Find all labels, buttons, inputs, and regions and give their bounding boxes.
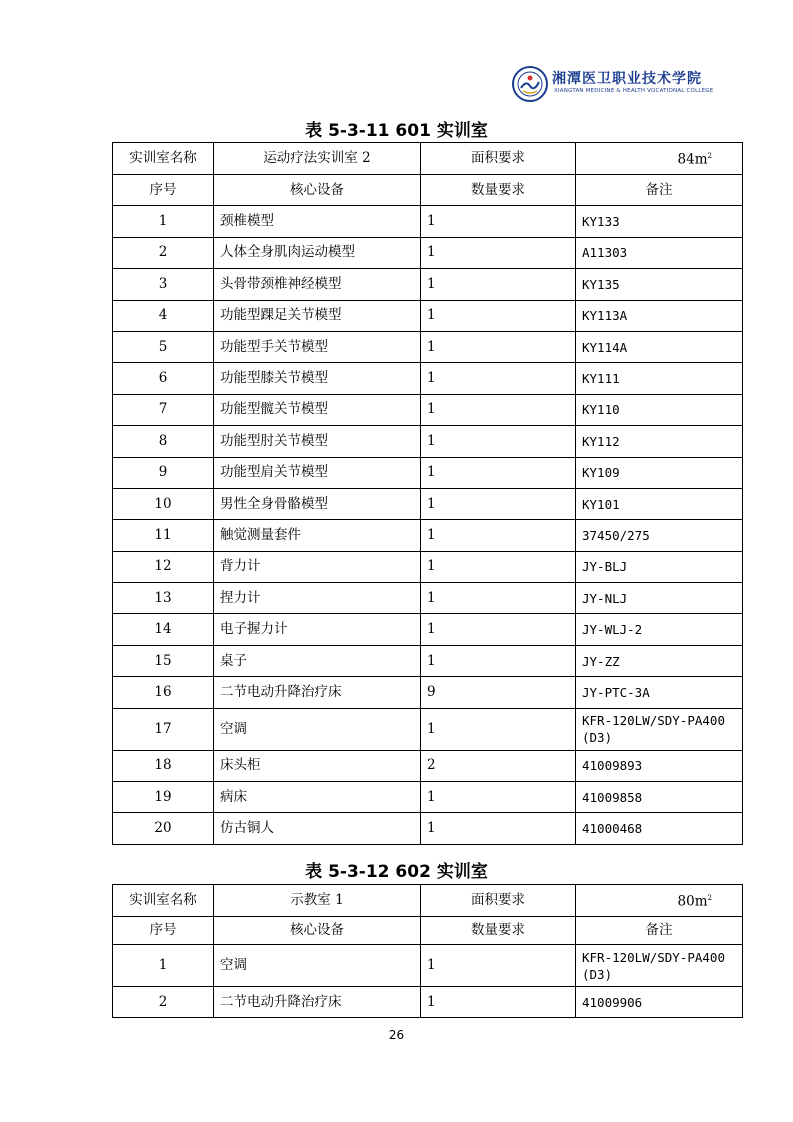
table1	[112, 142, 743, 845]
table-row	[113, 206, 743, 237]
college-logo	[512, 66, 714, 104]
row-equipment: 人体全身肌肉运动模型	[214, 237, 421, 268]
row-note: KY135	[576, 269, 743, 300]
row-equipment: 背力计	[214, 551, 421, 582]
table-row	[113, 677, 743, 708]
page-number: 26	[388, 1028, 405, 1042]
col-note: 备注	[576, 917, 743, 945]
row-equipment: 头骨带颈椎神经模型	[214, 269, 421, 300]
row-note: JY-WLJ-2	[576, 614, 743, 645]
row-note: JY-BLJ	[576, 551, 743, 582]
row-equipment: 功能型踝足关节模型	[214, 300, 421, 331]
table-row	[113, 614, 743, 645]
room-name: 示教室 1	[214, 885, 421, 917]
table-row	[113, 583, 743, 614]
table-row	[113, 987, 743, 1018]
table-row	[113, 813, 743, 844]
row-qty: 9	[421, 677, 576, 708]
row-qty: 1	[421, 300, 576, 331]
table-row	[113, 457, 743, 488]
table-row	[113, 488, 743, 519]
row-equipment: 仿古铜人	[214, 813, 421, 844]
col-equipment: 核心设备	[214, 917, 421, 945]
row-note: JY-ZZ	[576, 645, 743, 676]
table1-caption: 表 5-3-11 601 实训室	[305, 121, 488, 141]
table-row	[113, 363, 743, 394]
table-row	[113, 551, 743, 582]
row-qty: 1	[421, 782, 576, 813]
row-no: 15	[113, 645, 214, 676]
table1-room-row	[113, 143, 743, 175]
row-qty: 1	[421, 551, 576, 582]
area-value: $84m^2$	[576, 143, 743, 175]
area-label: 面积要求	[421, 143, 576, 175]
table-row	[113, 945, 743, 987]
row-note: KY112	[576, 426, 743, 457]
room-label: 实训室名称	[113, 885, 214, 917]
row-qty: 1	[421, 645, 576, 676]
row-equipment: 功能型膝关节模型	[214, 363, 421, 394]
row-equipment: 桌子	[214, 645, 421, 676]
row-equipment: 功能型手关节模型	[214, 331, 421, 362]
row-qty: 1	[421, 331, 576, 362]
row-note: 41009858	[576, 782, 743, 813]
row-qty: 1	[421, 708, 576, 750]
row-note: KY109	[576, 457, 743, 488]
col-qty: 数量要求	[421, 175, 576, 206]
area-value: $80m^2$	[576, 885, 743, 917]
row-note: 41000468	[576, 813, 743, 844]
row-no: 19	[113, 782, 214, 813]
row-note: KY111	[576, 363, 743, 394]
table-row	[113, 708, 743, 750]
college-name-en: XIANGTAN MEDICINE & HEALTH VOCATIONAL COLLEGE	[554, 88, 714, 94]
row-note: KFR-120LW/SDY-PA400(D3)	[576, 708, 743, 750]
room-label: 实训室名称	[113, 143, 214, 175]
row-note: JY-PTC-3A	[576, 677, 743, 708]
row-equipment: 床头柜	[214, 750, 421, 781]
row-qty: 1	[421, 394, 576, 425]
row-equipment: 空调	[214, 708, 421, 750]
table-row	[113, 237, 743, 268]
col-qty: 数量要求	[421, 917, 576, 945]
row-no: 18	[113, 750, 214, 781]
row-equipment: 二节电动升降治疗床	[214, 987, 421, 1018]
row-qty: 1	[421, 426, 576, 457]
row-note: KY114A	[576, 331, 743, 362]
table-row	[113, 269, 743, 300]
table-row	[113, 645, 743, 676]
room-name: 运动疗法实训室 2	[214, 143, 421, 175]
row-qty: 1	[421, 813, 576, 844]
row-qty: 1	[421, 237, 576, 268]
row-note: KY110	[576, 394, 743, 425]
row-no: 8	[113, 426, 214, 457]
row-equipment: 病床	[214, 782, 421, 813]
row-equipment: 二节电动升降治疗床	[214, 677, 421, 708]
row-no: 17	[113, 708, 214, 750]
col-note: 备注	[576, 175, 743, 206]
college-name: 湘潭医卫职业技术学院	[552, 71, 702, 87]
row-equipment: 空调	[214, 945, 421, 987]
row-no: 14	[113, 614, 214, 645]
row-no: 20	[113, 813, 214, 844]
row-no: 2	[113, 987, 214, 1018]
row-no: 16	[113, 677, 214, 708]
table-row	[113, 394, 743, 425]
row-qty: 1	[421, 520, 576, 551]
row-no: 5	[113, 331, 214, 362]
area-label: 面积要求	[421, 885, 576, 917]
table-row	[113, 782, 743, 813]
row-qty: 1	[421, 945, 576, 987]
row-equipment: 功能型髋关节模型	[214, 394, 421, 425]
row-equipment: 功能型肩关节模型	[214, 457, 421, 488]
col-no: 序号	[113, 175, 214, 206]
row-no: 3	[113, 269, 214, 300]
row-qty: 2	[421, 750, 576, 781]
row-equipment: 颈椎模型	[214, 206, 421, 237]
table-row	[113, 300, 743, 331]
row-note: KY101	[576, 488, 743, 519]
row-note: 41009906	[576, 987, 743, 1018]
table-row	[113, 426, 743, 457]
row-equipment: 捏力计	[214, 583, 421, 614]
row-note: JY-NLJ	[576, 583, 743, 614]
table-row	[113, 331, 743, 362]
row-equipment: 功能型肘关节模型	[214, 426, 421, 457]
row-note: KFR-120LW/SDY-PA400(D3)	[576, 945, 743, 987]
row-equipment: 电子握力计	[214, 614, 421, 645]
row-note: 41009893	[576, 750, 743, 781]
row-no: 7	[113, 394, 214, 425]
row-note: A11303	[576, 237, 743, 268]
row-qty: 1	[421, 457, 576, 488]
row-no: 1	[113, 206, 214, 237]
college-emblem-icon	[512, 66, 548, 102]
table2-room-row	[113, 885, 743, 917]
row-note: 37450/275	[576, 520, 743, 551]
row-qty: 1	[421, 614, 576, 645]
row-no: 12	[113, 551, 214, 582]
table1-header-row	[113, 175, 743, 206]
row-qty: 1	[421, 269, 576, 300]
row-no: 1	[113, 945, 214, 987]
row-qty: 1	[421, 206, 576, 237]
table2-caption: 表 5-3-12 602 实训室	[305, 862, 488, 882]
col-equipment: 核心设备	[214, 175, 421, 206]
row-no: 11	[113, 520, 214, 551]
row-no: 9	[113, 457, 214, 488]
table-row	[113, 750, 743, 781]
row-qty: 1	[421, 987, 576, 1018]
row-qty: 1	[421, 488, 576, 519]
row-note: KY113A	[576, 300, 743, 331]
row-note: KY133	[576, 206, 743, 237]
row-no: 4	[113, 300, 214, 331]
row-no: 2	[113, 237, 214, 268]
row-no: 6	[113, 363, 214, 394]
row-no: 10	[113, 488, 214, 519]
row-qty: 1	[421, 363, 576, 394]
table-row	[113, 520, 743, 551]
row-equipment: 男性全身骨骼模型	[214, 488, 421, 519]
row-equipment: 触觉测量套件	[214, 520, 421, 551]
col-no: 序号	[113, 917, 214, 945]
row-no: 13	[113, 583, 214, 614]
row-qty: 1	[421, 583, 576, 614]
table2-header-row	[113, 917, 743, 945]
table2	[112, 884, 743, 1018]
